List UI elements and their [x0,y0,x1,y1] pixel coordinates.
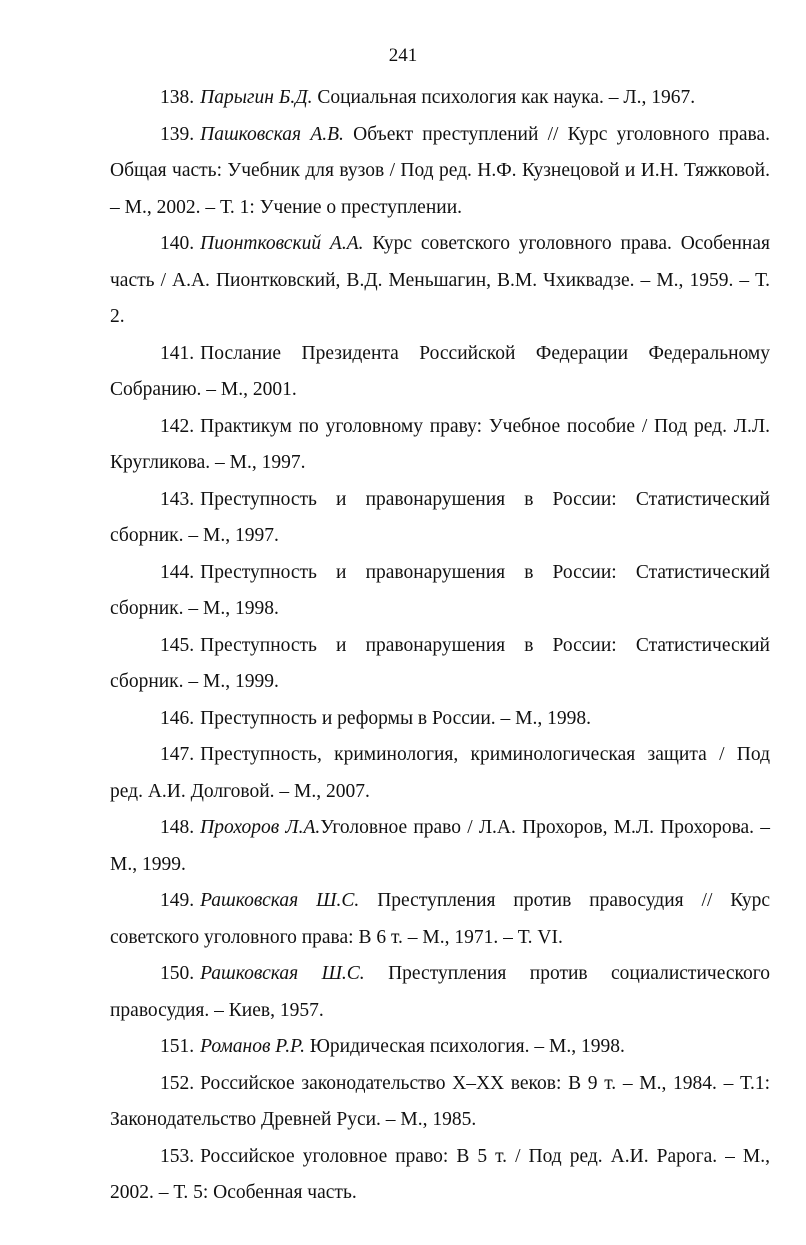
entry-number: 152. [160,1072,195,1094]
bibliography-list [110,80,770,1212]
entry-text: Практикум по уголовному праву: Учебное пособие / Под ред. Л.Л. Кругликова. – М., 1997. [110,415,770,473]
entry-text: Российское законодательство X–XX веков: В 9 т. – М., 1984. – Т.1: Законодательство Древней Руси. – М., 1985. [110,1072,770,1130]
bibliography-entry-147 [110,737,770,810]
bibliography-entry-150 [110,956,770,1029]
entry-author: Рашковская Ш.С. [200,890,360,911]
entry-text: Преступность и правонарушения в России: Статистический сборник. – М., 1999. [110,634,770,692]
bibliography-entry-153 [110,1139,770,1212]
entry-author: Пионтковский А.А. [200,233,364,254]
bibliography-entry-144 [110,555,770,628]
entry-number: 146. [160,707,195,729]
entry-number: 153. [160,1145,195,1167]
bibliography-entry-138 [110,80,770,117]
bibliography-entry-149 [110,883,770,956]
entry-text: Послание Президента Российской Федерации Федеральному Собранию. – М., 2001. [110,342,770,400]
entry-author: Прохоров Л.А. [200,817,321,838]
bibliography-entry-151 [110,1029,770,1066]
entry-number: 140. [160,233,195,254]
entry-text: Уголовное право / Л.А. Прохоров, М.Л. Прохорова. – М., 1999. [110,817,771,875]
entry-author: Пашковская А.В. [200,123,344,145]
entry-text: Объект преступлений // Курс уголовного права. Общая часть: Учебник для вузов / Под ред. Н.Ф. Кузнецовой и И.Н. Тяжковой. – М., 2002. – Т. 1: Учение о преступлении. [110,123,770,218]
bibliography-entry-143 [110,482,770,555]
entry-text: Социальная психология как наука. – Л., 1967. [317,87,696,108]
entry-number: 150. [160,963,195,984]
bibliography-entry-152 [110,1066,770,1139]
bibliography-entry-142 [110,409,770,482]
entry-number: 138. [160,87,195,108]
entry-number: 143. [160,488,195,510]
entry-number: 148. [160,817,195,838]
entry-number: 145. [160,634,195,656]
entry-number: 144. [160,561,195,583]
entry-number: 142. [160,415,195,437]
bibliography-entry-145 [110,628,770,701]
entry-number: 139. [160,123,195,145]
entry-text: Преступность, криминология, криминологическая защита / Под ред. А.И. Долговой. – М., 2007. [110,744,770,802]
bibliography-entry-141 [110,336,770,409]
entry-author: Рашковская Ш.С. [200,963,365,984]
bibliography-entry-148 [110,810,770,883]
entry-text: Юридическая психология. – М., 1998. [309,1036,625,1057]
entry-text: Преступления против правосудия // Курс советского уголовного права: В 6 т. – М., 1971. – Т. VI. [110,890,771,948]
entry-number: 147. [160,744,195,765]
entry-text: Российское уголовное право: В 5 т. / Под ред. А.И. Рарога. – М., 2002. – Т. 5: Особенная часть. [110,1145,770,1203]
entry-text: Преступность и правонарушения в России: Статистический сборник. – М., 1997. [110,488,770,546]
entry-number: 151. [160,1036,195,1057]
entry-author: Парыгин Б.Д. [200,87,313,108]
entry-number: 141. [160,342,195,364]
entry-number: 149. [160,890,195,911]
entry-text: Курс советского уголовного права. Особенная часть / А.А. Пионтковский, В.Д. Меньшагин, В.М. Чхиквадзе. – М., 1959. – Т. 2. [110,233,770,327]
entry-text: Преступность и правонарушения в России: Статистический сборник. – М., 1998. [110,561,770,619]
bibliography-entry-140 [110,226,770,336]
entry-author: Романов Р.Р. [200,1036,305,1057]
entry-text: Преступность и реформы в России. – М., 1998. [200,707,592,729]
page-number: 241 [388,45,418,66]
entry-text: Преступления против социалистического правосудия. – Киев, 1957. [110,963,770,1021]
bibliography-entry-146 [110,701,770,738]
bibliography-entry-139 [110,117,770,227]
